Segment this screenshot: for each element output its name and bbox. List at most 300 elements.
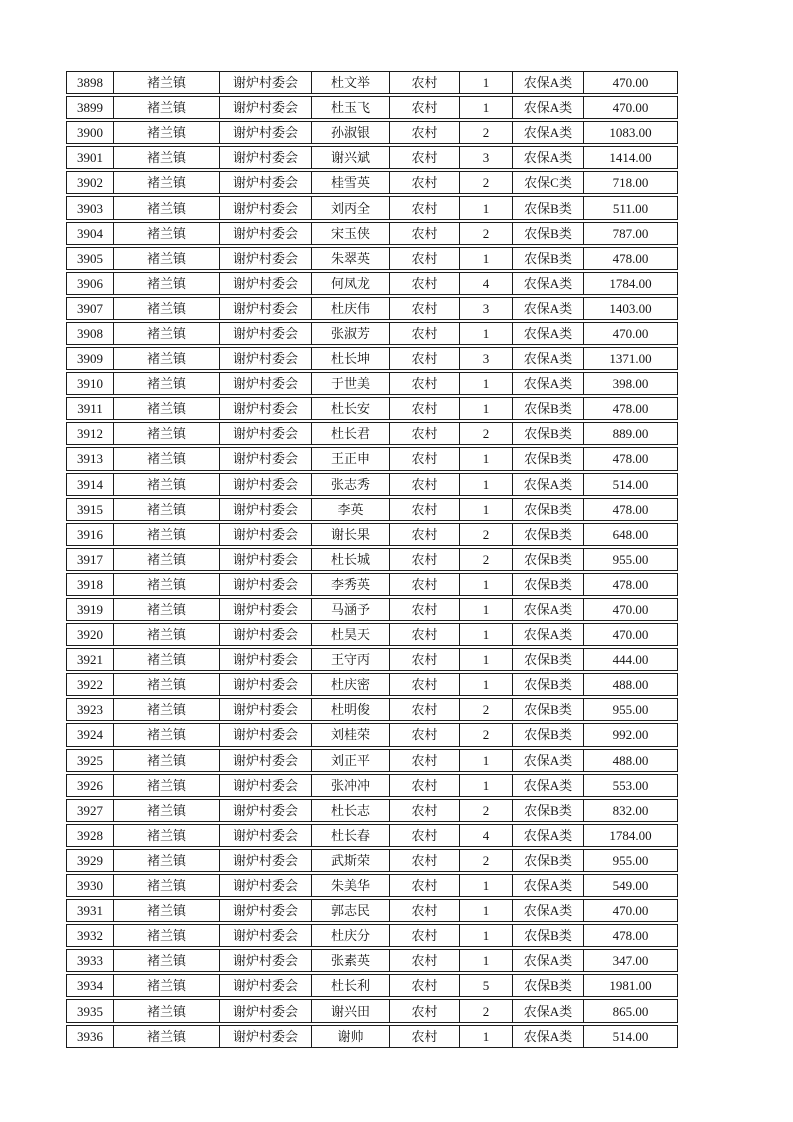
cell-serial-number: 3924 [67,724,114,745]
cell-person-name: 何凤龙 [312,273,390,294]
table-row [66,171,678,194]
cell-town: 褚兰镇 [114,800,220,821]
cell-person-name: 马涵予 [312,599,390,620]
cell-amount: 470.00 [612,903,649,919]
cell-town: 褚兰镇 [114,549,220,570]
cell-serial-number: 3905 [67,248,114,269]
cell-amount: 347.00 [612,953,649,969]
cell-village-committee: 谢炉村委会 [220,574,312,595]
cell-town: 褚兰镇 [114,323,220,344]
cell-town: 褚兰镇 [114,373,220,394]
cell-town: 褚兰镇 [114,524,220,545]
cell-town: 褚兰镇 [114,975,220,996]
cell-serial-number: 3918 [67,574,114,595]
cell-category: 农村 [390,348,460,369]
table-row [66,146,678,169]
cell-town: 褚兰镇 [114,1000,220,1021]
cell-category: 农村 [390,398,460,419]
cell-category: 农村 [390,825,460,846]
table-row [66,849,678,872]
cell-person-name: 李秀英 [312,574,390,595]
cell-town: 褚兰镇 [114,474,220,495]
cell-category: 农村 [390,1000,460,1021]
cell-insurance-type: 农保A类 [513,97,584,118]
cell-town: 褚兰镇 [114,750,220,771]
cell-village-committee: 谢炉村委会 [220,298,312,319]
cell-insurance-type: 农保B类 [513,649,584,670]
table-row [66,799,678,822]
cell-village-committee: 谢炉村委会 [220,147,312,168]
cell-serial-number: 3917 [67,549,114,570]
cell-amount: 1083.00 [609,125,652,141]
cell-amount: 511.00 [612,200,649,216]
cell-amount: 478.00 [612,401,649,417]
cell-category: 农村 [390,775,460,796]
cell-insurance-type: 农保B类 [513,724,584,745]
cell-village-committee: 谢炉村委会 [220,72,312,93]
cell-person-count: 1 [460,72,513,93]
cell-insurance-type: 农保B类 [513,975,584,996]
cell-insurance-type: 农保B类 [513,398,584,419]
cell-serial-number: 3901 [67,147,114,168]
cell-person-count: 1 [460,197,513,218]
cell-person-name: 刘桂荣 [312,724,390,745]
cell-category: 农村 [390,950,460,971]
table-row [66,1025,678,1048]
cell-serial-number: 3903 [67,197,114,218]
cell-person-name: 杜长利 [312,975,390,996]
table-row [66,899,678,922]
cell-serial-number: 3904 [67,223,114,244]
cell-person-count: 1 [460,398,513,419]
cell-amount: 1414.00 [609,150,652,166]
cell-amount: 955.00 [612,852,649,868]
cell-person-name: 杜明俊 [312,699,390,720]
cell-amount: 1371.00 [609,351,652,367]
cell-insurance-type: 农保A类 [513,950,584,971]
table-row [66,648,678,671]
cell-category: 农村 [390,925,460,946]
cell-person-name: 张淑芳 [312,323,390,344]
cell-village-committee: 谢炉村委会 [220,800,312,821]
cell-amount: 470.00 [612,627,649,643]
cell-town: 褚兰镇 [114,850,220,871]
cell-person-count: 1 [460,448,513,469]
cell-category: 农村 [390,750,460,771]
cell-serial-number: 3915 [67,499,114,520]
cell-serial-number: 3909 [67,348,114,369]
cell-amount: 478.00 [612,501,649,517]
cell-person-count: 1 [460,775,513,796]
cell-person-count: 3 [460,298,513,319]
cell-person-count: 1 [460,599,513,620]
cell-serial-number: 3907 [67,298,114,319]
cell-village-committee: 谢炉村委会 [220,825,312,846]
cell-category: 农村 [390,699,460,720]
cell-person-name: 刘丙全 [312,197,390,218]
cell-person-count: 2 [460,172,513,193]
cell-insurance-type: 农保B类 [513,674,584,695]
cell-amount: 1784.00 [609,827,652,843]
cell-village-committee: 谢炉村委会 [220,1026,312,1047]
cell-category: 农村 [390,624,460,645]
cell-category: 农村 [390,172,460,193]
cell-insurance-type: 农保A类 [513,122,584,143]
cell-village-committee: 谢炉村委会 [220,122,312,143]
cell-person-count: 1 [460,499,513,520]
cell-serial-number: 3900 [67,122,114,143]
cell-amount: 1981.00 [609,978,652,994]
table-row [66,322,678,345]
cell-person-name: 杜长安 [312,398,390,419]
cell-village-committee: 谢炉村委会 [220,950,312,971]
cell-category: 农村 [390,122,460,143]
cell-serial-number: 3902 [67,172,114,193]
table-row [66,573,678,596]
cell-village-committee: 谢炉村委会 [220,975,312,996]
cell-village-committee: 谢炉村委会 [220,699,312,720]
table-row [66,723,678,746]
cell-person-count: 4 [460,825,513,846]
cell-insurance-type: 农保A类 [513,298,584,319]
cell-insurance-type: 农保C类 [513,172,584,193]
cell-person-name: 张冲冲 [312,775,390,796]
cell-village-committee: 谢炉村委会 [220,172,312,193]
cell-person-name: 李英 [312,499,390,520]
cell-person-count: 1 [460,875,513,896]
cell-amount: 478.00 [612,928,649,944]
cell-category: 农村 [390,298,460,319]
table-row [66,247,678,270]
cell-insurance-type: 农保B类 [513,574,584,595]
cell-serial-number: 3927 [67,800,114,821]
cell-amount: 889.00 [612,426,649,442]
cell-insurance-type: 农保A类 [513,1000,584,1021]
cell-person-count: 2 [460,549,513,570]
table-row [66,422,678,445]
table-row [66,498,678,521]
cell-serial-number: 3919 [67,599,114,620]
cell-town: 褚兰镇 [114,574,220,595]
cell-town: 褚兰镇 [114,223,220,244]
cell-insurance-type: 农保B类 [513,549,584,570]
cell-person-name: 杜玉飞 [312,97,390,118]
table-row [66,548,678,571]
cell-insurance-type: 农保A类 [513,348,584,369]
cell-category: 农村 [390,850,460,871]
cell-person-count: 1 [460,750,513,771]
cell-town: 褚兰镇 [114,599,220,620]
cell-person-count: 1 [460,97,513,118]
cell-amount: 398.00 [612,376,649,392]
cell-person-name: 孙淑银 [312,122,390,143]
cell-village-committee: 谢炉村委会 [220,348,312,369]
cell-category: 农村 [390,599,460,620]
cell-amount: 992.00 [612,727,649,743]
cell-serial-number: 3930 [67,875,114,896]
cell-insurance-type: 农保B类 [513,850,584,871]
cell-amount: 787.00 [612,225,649,241]
cell-category: 农村 [390,197,460,218]
cell-category: 农村 [390,574,460,595]
table-row [66,121,678,144]
cell-person-name: 杜长城 [312,549,390,570]
cell-person-name: 杜庆分 [312,925,390,946]
cell-person-name: 杜庆密 [312,674,390,695]
cell-town: 褚兰镇 [114,499,220,520]
cell-insurance-type: 农保B类 [513,925,584,946]
cell-serial-number: 3932 [67,925,114,946]
cell-village-committee: 谢炉村委会 [220,423,312,444]
table-row [66,698,678,721]
cell-category: 农村 [390,223,460,244]
table-row [66,999,678,1022]
cell-insurance-type: 农保A类 [513,1026,584,1047]
cell-serial-number: 3934 [67,975,114,996]
cell-town: 褚兰镇 [114,398,220,419]
cell-town: 褚兰镇 [114,1026,220,1047]
table-row [66,924,678,947]
cell-serial-number: 3935 [67,1000,114,1021]
cell-serial-number: 3922 [67,674,114,695]
cell-village-committee: 谢炉村委会 [220,197,312,218]
cell-amount: 553.00 [612,777,649,793]
cell-amount: 1784.00 [609,275,652,291]
cell-serial-number: 3898 [67,72,114,93]
cell-person-name: 郭志民 [312,900,390,921]
cell-person-count: 1 [460,674,513,695]
cell-serial-number: 3899 [67,97,114,118]
cell-insurance-type: 农保A类 [513,900,584,921]
cell-village-committee: 谢炉村委会 [220,750,312,771]
table-row [66,974,678,997]
cell-amount: 470.00 [612,75,649,91]
table-row [66,272,678,295]
table-row [66,196,678,219]
cell-person-count: 1 [460,950,513,971]
cell-person-name: 刘正平 [312,750,390,771]
cell-serial-number: 3931 [67,900,114,921]
cell-village-committee: 谢炉村委会 [220,775,312,796]
cell-village-committee: 谢炉村委会 [220,323,312,344]
cell-person-count: 1 [460,925,513,946]
cell-category: 农村 [390,97,460,118]
cell-town: 褚兰镇 [114,875,220,896]
cell-category: 农村 [390,499,460,520]
cell-amount: 444.00 [612,652,649,668]
cell-category: 农村 [390,373,460,394]
cell-insurance-type: 农保A类 [513,474,584,495]
table-row [66,372,678,395]
table-row [66,824,678,847]
cell-person-name: 谢兴斌 [312,147,390,168]
cell-village-committee: 谢炉村委会 [220,524,312,545]
cell-town: 褚兰镇 [114,97,220,118]
cell-town: 褚兰镇 [114,724,220,745]
table-row [66,297,678,320]
cell-amount: 470.00 [612,602,649,618]
cell-village-committee: 谢炉村委会 [220,448,312,469]
table-row [66,949,678,972]
cell-serial-number: 3928 [67,825,114,846]
cell-category: 农村 [390,549,460,570]
cell-serial-number: 3923 [67,699,114,720]
cell-village-committee: 谢炉村委会 [220,398,312,419]
cell-amount: 470.00 [612,100,649,116]
cell-town: 褚兰镇 [114,825,220,846]
cell-category: 农村 [390,147,460,168]
cell-insurance-type: 农保B类 [513,800,584,821]
cell-village-committee: 谢炉村委会 [220,373,312,394]
table-row [66,222,678,245]
cell-town: 褚兰镇 [114,273,220,294]
cell-person-count: 1 [460,649,513,670]
cell-person-count: 2 [460,724,513,745]
table-row [66,397,678,420]
cell-insurance-type: 农保B类 [513,499,584,520]
cell-amount: 478.00 [612,250,649,266]
cell-person-name: 王正申 [312,448,390,469]
cell-person-name: 杜长春 [312,825,390,846]
cell-insurance-type: 农保A类 [513,373,584,394]
cell-town: 褚兰镇 [114,448,220,469]
cell-village-committee: 谢炉村委会 [220,273,312,294]
cell-person-name: 张素英 [312,950,390,971]
cell-amount: 514.00 [612,476,649,492]
cell-person-count: 2 [460,423,513,444]
cell-insurance-type: 农保A类 [513,72,584,93]
cell-serial-number: 3912 [67,423,114,444]
cell-insurance-type: 农保B类 [513,223,584,244]
cell-town: 褚兰镇 [114,950,220,971]
cell-insurance-type: 农保A类 [513,599,584,620]
cell-town: 褚兰镇 [114,649,220,670]
cell-person-count: 1 [460,900,513,921]
cell-person-name: 杜文举 [312,72,390,93]
subsidy-roster-table [66,71,678,1050]
cell-amount: 478.00 [612,576,649,592]
cell-insurance-type: 农保A类 [513,825,584,846]
cell-insurance-type: 农保B类 [513,248,584,269]
cell-person-name: 朱美华 [312,875,390,896]
cell-town: 褚兰镇 [114,122,220,143]
cell-serial-number: 3914 [67,474,114,495]
cell-person-count: 1 [460,323,513,344]
cell-category: 农村 [390,649,460,670]
cell-town: 褚兰镇 [114,147,220,168]
cell-person-name: 杜庆伟 [312,298,390,319]
table-row [66,96,678,119]
table-row [66,447,678,470]
cell-serial-number: 3926 [67,775,114,796]
cell-insurance-type: 农保A类 [513,750,584,771]
cell-village-committee: 谢炉村委会 [220,724,312,745]
cell-category: 农村 [390,800,460,821]
cell-serial-number: 3936 [67,1026,114,1047]
cell-serial-number: 3920 [67,624,114,645]
cell-village-committee: 谢炉村委会 [220,925,312,946]
cell-town: 褚兰镇 [114,298,220,319]
cell-person-count: 1 [460,248,513,269]
cell-town: 褚兰镇 [114,423,220,444]
cell-insurance-type: 农保B类 [513,197,584,218]
cell-person-count: 2 [460,122,513,143]
cell-person-count: 1 [460,574,513,595]
cell-category: 农村 [390,273,460,294]
cell-category: 农村 [390,448,460,469]
cell-village-committee: 谢炉村委会 [220,97,312,118]
cell-category: 农村 [390,423,460,444]
cell-insurance-type: 农保A类 [513,624,584,645]
cell-village-committee: 谢炉村委会 [220,248,312,269]
cell-insurance-type: 农保A类 [513,875,584,896]
cell-person-count: 1 [460,1026,513,1047]
cell-category: 农村 [390,724,460,745]
cell-town: 褚兰镇 [114,197,220,218]
cell-category: 农村 [390,474,460,495]
cell-insurance-type: 农保A类 [513,775,584,796]
cell-category: 农村 [390,875,460,896]
cell-person-count: 2 [460,800,513,821]
cell-town: 褚兰镇 [114,900,220,921]
cell-town: 褚兰镇 [114,674,220,695]
cell-village-committee: 谢炉村委会 [220,1000,312,1021]
cell-serial-number: 3929 [67,850,114,871]
cell-village-committee: 谢炉村委会 [220,900,312,921]
cell-person-name: 杜昊天 [312,624,390,645]
cell-village-committee: 谢炉村委会 [220,549,312,570]
cell-person-count: 2 [460,699,513,720]
cell-insurance-type: 农保A类 [513,147,584,168]
cell-person-name: 谢兴田 [312,1000,390,1021]
cell-village-committee: 谢炉村委会 [220,624,312,645]
cell-village-committee: 谢炉村委会 [220,499,312,520]
cell-category: 农村 [390,674,460,695]
cell-amount: 832.00 [612,802,649,818]
cell-serial-number: 3916 [67,524,114,545]
cell-category: 农村 [390,72,460,93]
cell-insurance-type: 农保B类 [513,423,584,444]
cell-person-count: 3 [460,348,513,369]
cell-category: 农村 [390,1026,460,1047]
table-row [66,774,678,797]
cell-town: 褚兰镇 [114,348,220,369]
cell-person-name: 杜长君 [312,423,390,444]
table-row [66,473,678,496]
cell-category: 农村 [390,524,460,545]
cell-town: 褚兰镇 [114,624,220,645]
cell-amount: 865.00 [612,1003,649,1019]
cell-person-name: 杜长坤 [312,348,390,369]
cell-amount: 1403.00 [609,300,652,316]
table-row [66,673,678,696]
cell-insurance-type: 农保B类 [513,524,584,545]
cell-amount: 478.00 [612,451,649,467]
cell-serial-number: 3925 [67,750,114,771]
cell-insurance-type: 农保B类 [513,699,584,720]
cell-serial-number: 3911 [67,398,114,419]
cell-town: 褚兰镇 [114,172,220,193]
cell-person-count: 1 [460,474,513,495]
cell-person-count: 4 [460,273,513,294]
table-row [66,623,678,646]
cell-person-count: 5 [460,975,513,996]
cell-person-name: 王守丙 [312,649,390,670]
cell-serial-number: 3913 [67,448,114,469]
cell-serial-number: 3906 [67,273,114,294]
cell-village-committee: 谢炉村委会 [220,875,312,896]
table-row [66,71,678,94]
